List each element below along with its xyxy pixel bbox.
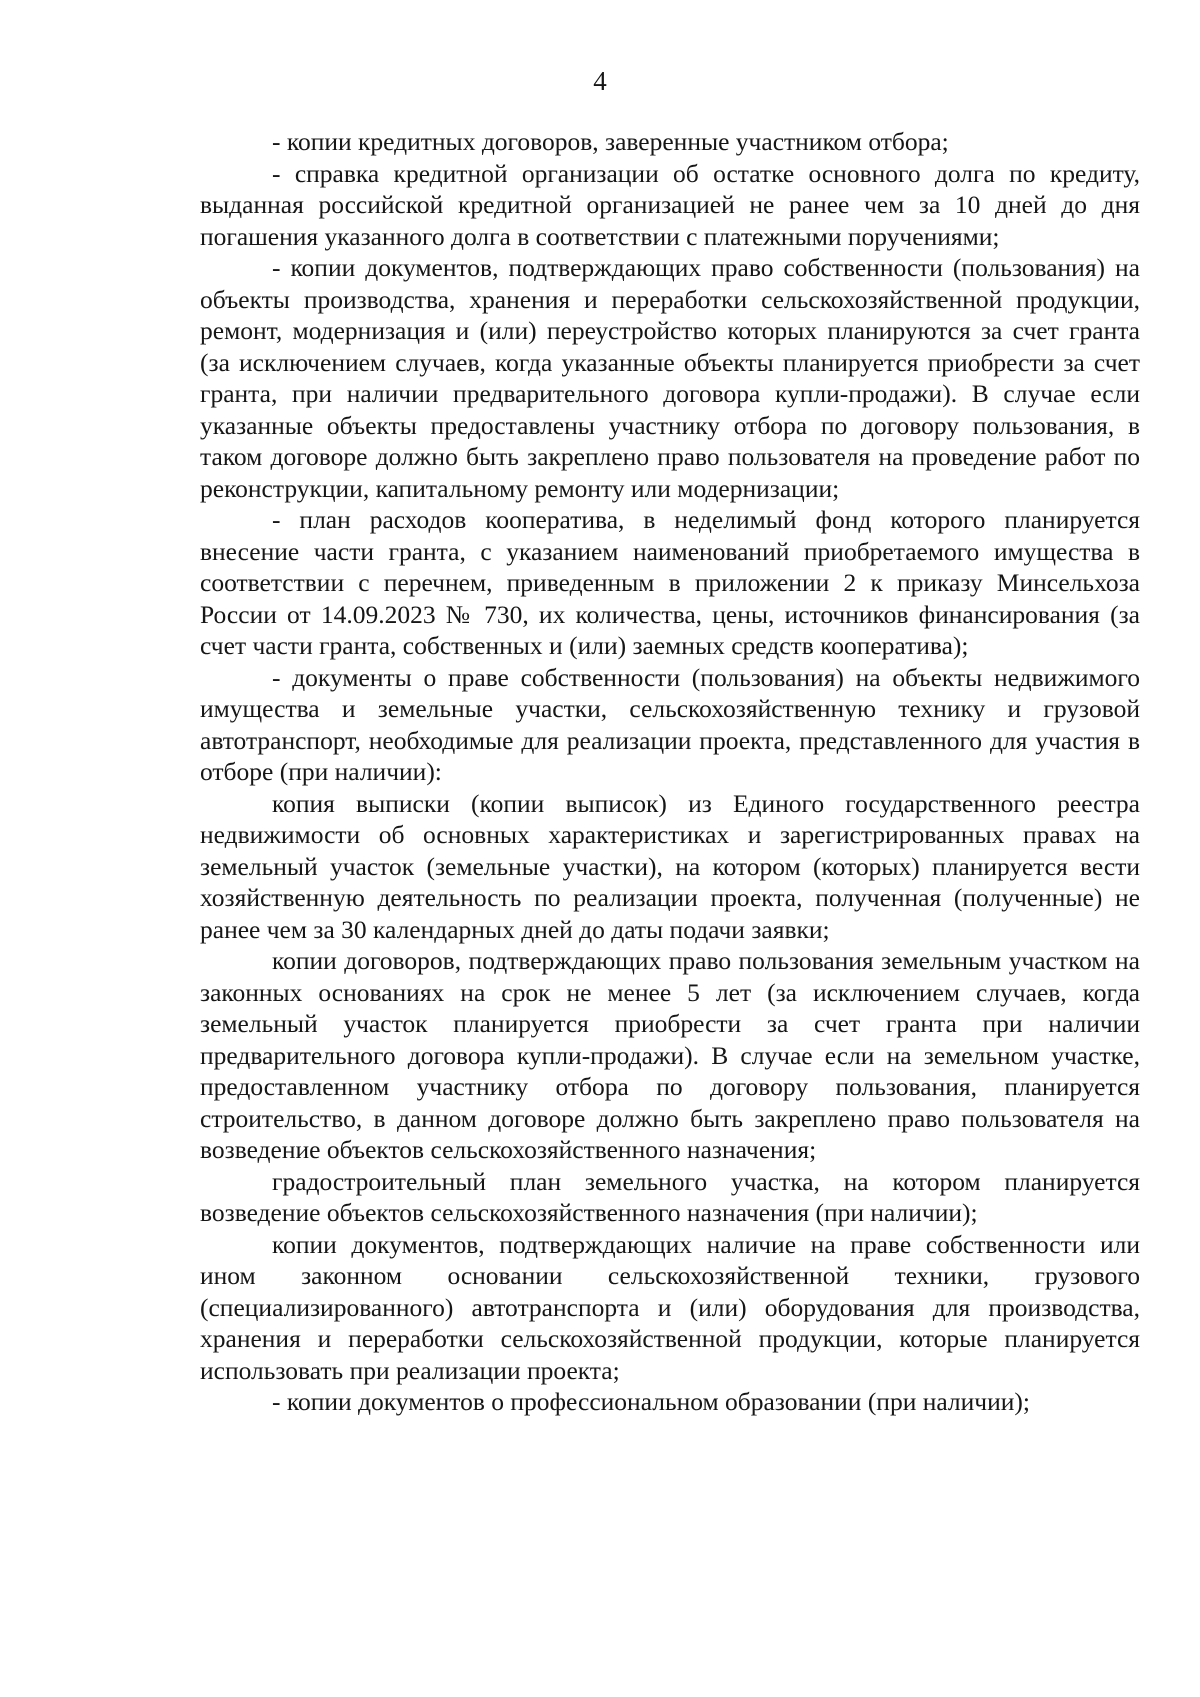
paragraph-expense-plan: - план расходов кооператива, в неделимый фонд которого планируется внесение части гранта, с указанием наименований приобретаемого имущества в соответствии с перечнем, приведенным в приложении 2 к приказу Минсельхоза России от 14.09.2023 № 730, их количества, цены, источников финансирования (за счет части гранта, собственных и (или) заемных средств кооператива); bbox=[200, 505, 1140, 660]
paragraph-equipment-documents: копии документов, подтверждающих наличие на праве собственности или ином законном основании сельскохозяйственной техники, грузового (специализированного) автотранспорта и (или) оборудования для производства, хранения и переработки сельскохозяйственной продукции, которые планируется использовать при реализации проекта; bbox=[200, 1229, 1140, 1385]
paragraph-urban-plan: градостроительный план земельного участка, на котором планируется возведение объектов сельскохозяйственного назначения (при наличии); bbox=[200, 1166, 1140, 1227]
paragraph-bank-certificate: - справка кредитной организации об остатке основного долга по кредиту, выданная российской кредитной организацией не ранее чем за 10 дней до дня погашения указанного долга в соответствии с платежными поручениями; bbox=[200, 158, 1140, 251]
paragraph-credit-agreements: - копии кредитных договоров, заверенные участником отбора; bbox=[272, 127, 949, 156]
paragraph-ownership-documents: - копии документов, подтверждающих право собственности (пользования) на объекты производства, хранения и переработки сельскохозяйственной продукции, ремонт, модернизация и (или) переустройство которых планируются за счет гранта (за исключением случаев, когда указанные объекты планируется приобрести за счет гранта, при наличии предварительного договора купли-продажи). В случае если указанные объекты предоставлены участнику отбора по договору пользования, в таком договоре должно быть закреплено право пользователя на проведение работ по реконструкции, капитальному ремонту или модернизации; bbox=[200, 253, 1140, 503]
page-number: 4 bbox=[593, 66, 607, 96]
paragraph-education-documents: - копии документов о профессиональном образовании (при наличии); bbox=[272, 1387, 1030, 1416]
paragraph-registry-extract: копия выписки (копии выписок) из Единого государственного реестра недвижимости об основных характеристиках и зарегистрированных правах на земельный участок (земельные участки), на котором (которых) планируется вести хозяйственную деятельность по реализации проекта, полученная (полученные) не ранее чем за 30 календарных дней до даты подачи заявки; bbox=[200, 788, 1140, 944]
paragraph-property-documents: - документы о праве собственности (пользования) на объекты недвижимого имущества и земельные участки, сельскохозяйственную технику и грузовой автотранспорт, необходимые для реализации проекта, представленного для участия в отборе (при наличии): bbox=[200, 662, 1140, 786]
document-body bbox=[200, 126, 1140, 1418]
paragraph-land-use-contracts: копии договоров, подтверждающих право пользования земельным участком на законных основаниях на срок не менее 5 лет (за исключением случаев, когда земельный участок планируется приобрести за счет гранта при наличии предварительного договора купли-продажи). В случае если на земельном участке, предоставленном участнику отбора по договору пользования, планируется строительство, в данном договоре должно быть закреплено право пользователя на возведение объектов сельскохозяйственного назначения; bbox=[200, 946, 1140, 1164]
